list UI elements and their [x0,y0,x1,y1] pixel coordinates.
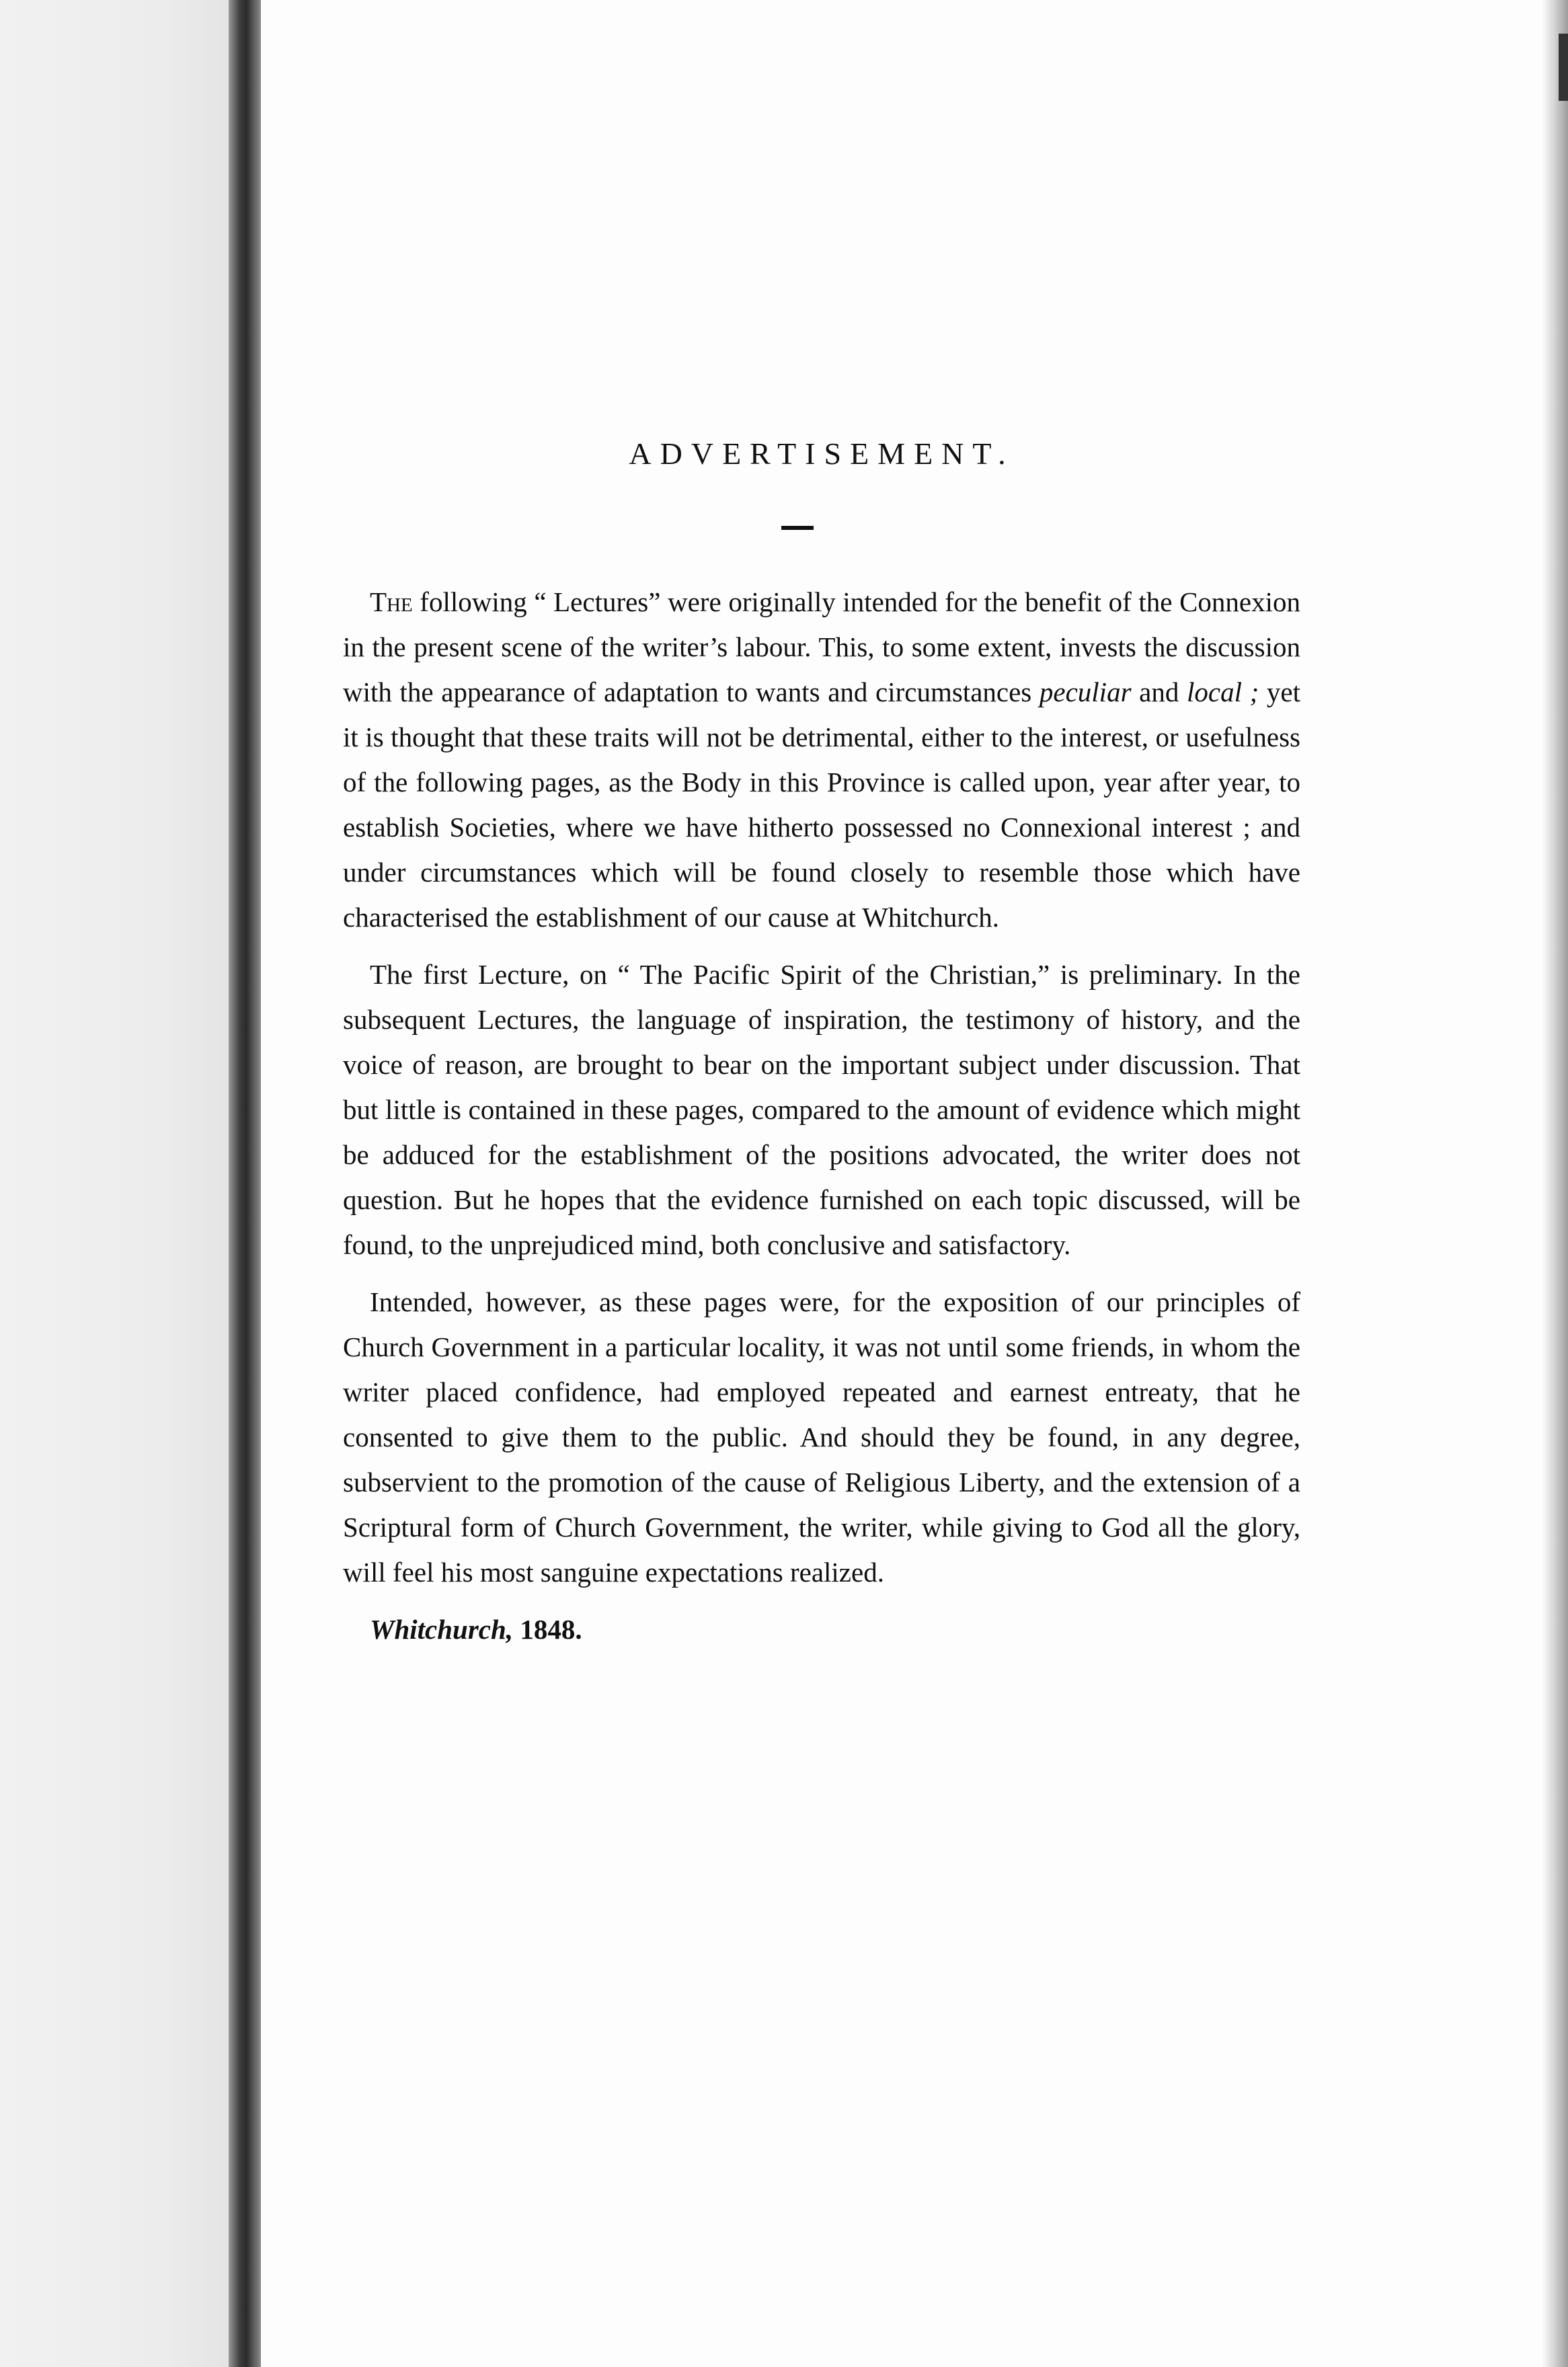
text-run: yet it is thought that these traits will not be detrimental, either to the interest, or usefulness of the following pages, as the Body in this Province is called upon, year after year, to establish Societies, where we have hitherto possessed no Connexional interest ; and under circumstances which will be found closely to resemble those which have characterised the establishment of our cause at Whitchurch. [343,676,1300,933]
text-run: following “ Lectures” were originally intended for the benefit of the Connexion in the present scene of the writer’s labour. This, to some extent, invests the discussion with the appearance of adaptation to wants and circumstances [343,586,1300,707]
paragraph-2 [343,952,1300,1268]
paragraph-lead-word: The [370,586,413,617]
signature-place: Whitchurch, [370,1614,514,1645]
paragraph-1 [343,580,1300,940]
signature-line [343,1607,1300,1652]
title-rule [781,526,814,530]
facing-page-edge [0,0,235,2367]
text-run-italic: peculiar [1039,676,1132,707]
body-text [343,580,1300,1652]
paragraph-3 [343,1280,1300,1595]
page-corner-shadow [1559,34,1568,101]
text-run: Intended, however, as these pages were, for the exposition of our principles of Church Government in a particular locality, it was not until some friends, in whom the writer placed confidence, had employed repeated and earnest entreaty, that he consented to give them to the public. And should they be found, in any degree, subservient to the promotion of the cause of Religious Liberty, and the extension of a Scriptural form of Church Government, the writer, while giving to God all the glory, will feel his most sanguine expectations realized. [343,1286,1300,1588]
book-gutter [229,0,261,2367]
text-run-italic: local ; [1187,676,1259,707]
text-run: and [1131,676,1187,707]
document-page [261,0,1541,2367]
page-right-edge [1541,0,1568,2367]
page-title: ADVERTISEMENT. [629,436,1015,471]
text-run: The first Lecture, on “ The Pacific Spirit of the Christian,” is preliminary. In the subsequent Lectures, the language of inspiration, the testimony of history, and the voice of reason, are brought to bear on the important subject under discussion. That but little is contained in these pages, compared to the amount of evidence which might be adduced for the establishment of the positions advocated, the writer does not question. But he hopes that the evidence furnished on each topic discussed, will be found, to the unprejudiced mind, both conclusive and satisfactory. [343,959,1300,1260]
signature-year: 1848. [513,1614,582,1645]
